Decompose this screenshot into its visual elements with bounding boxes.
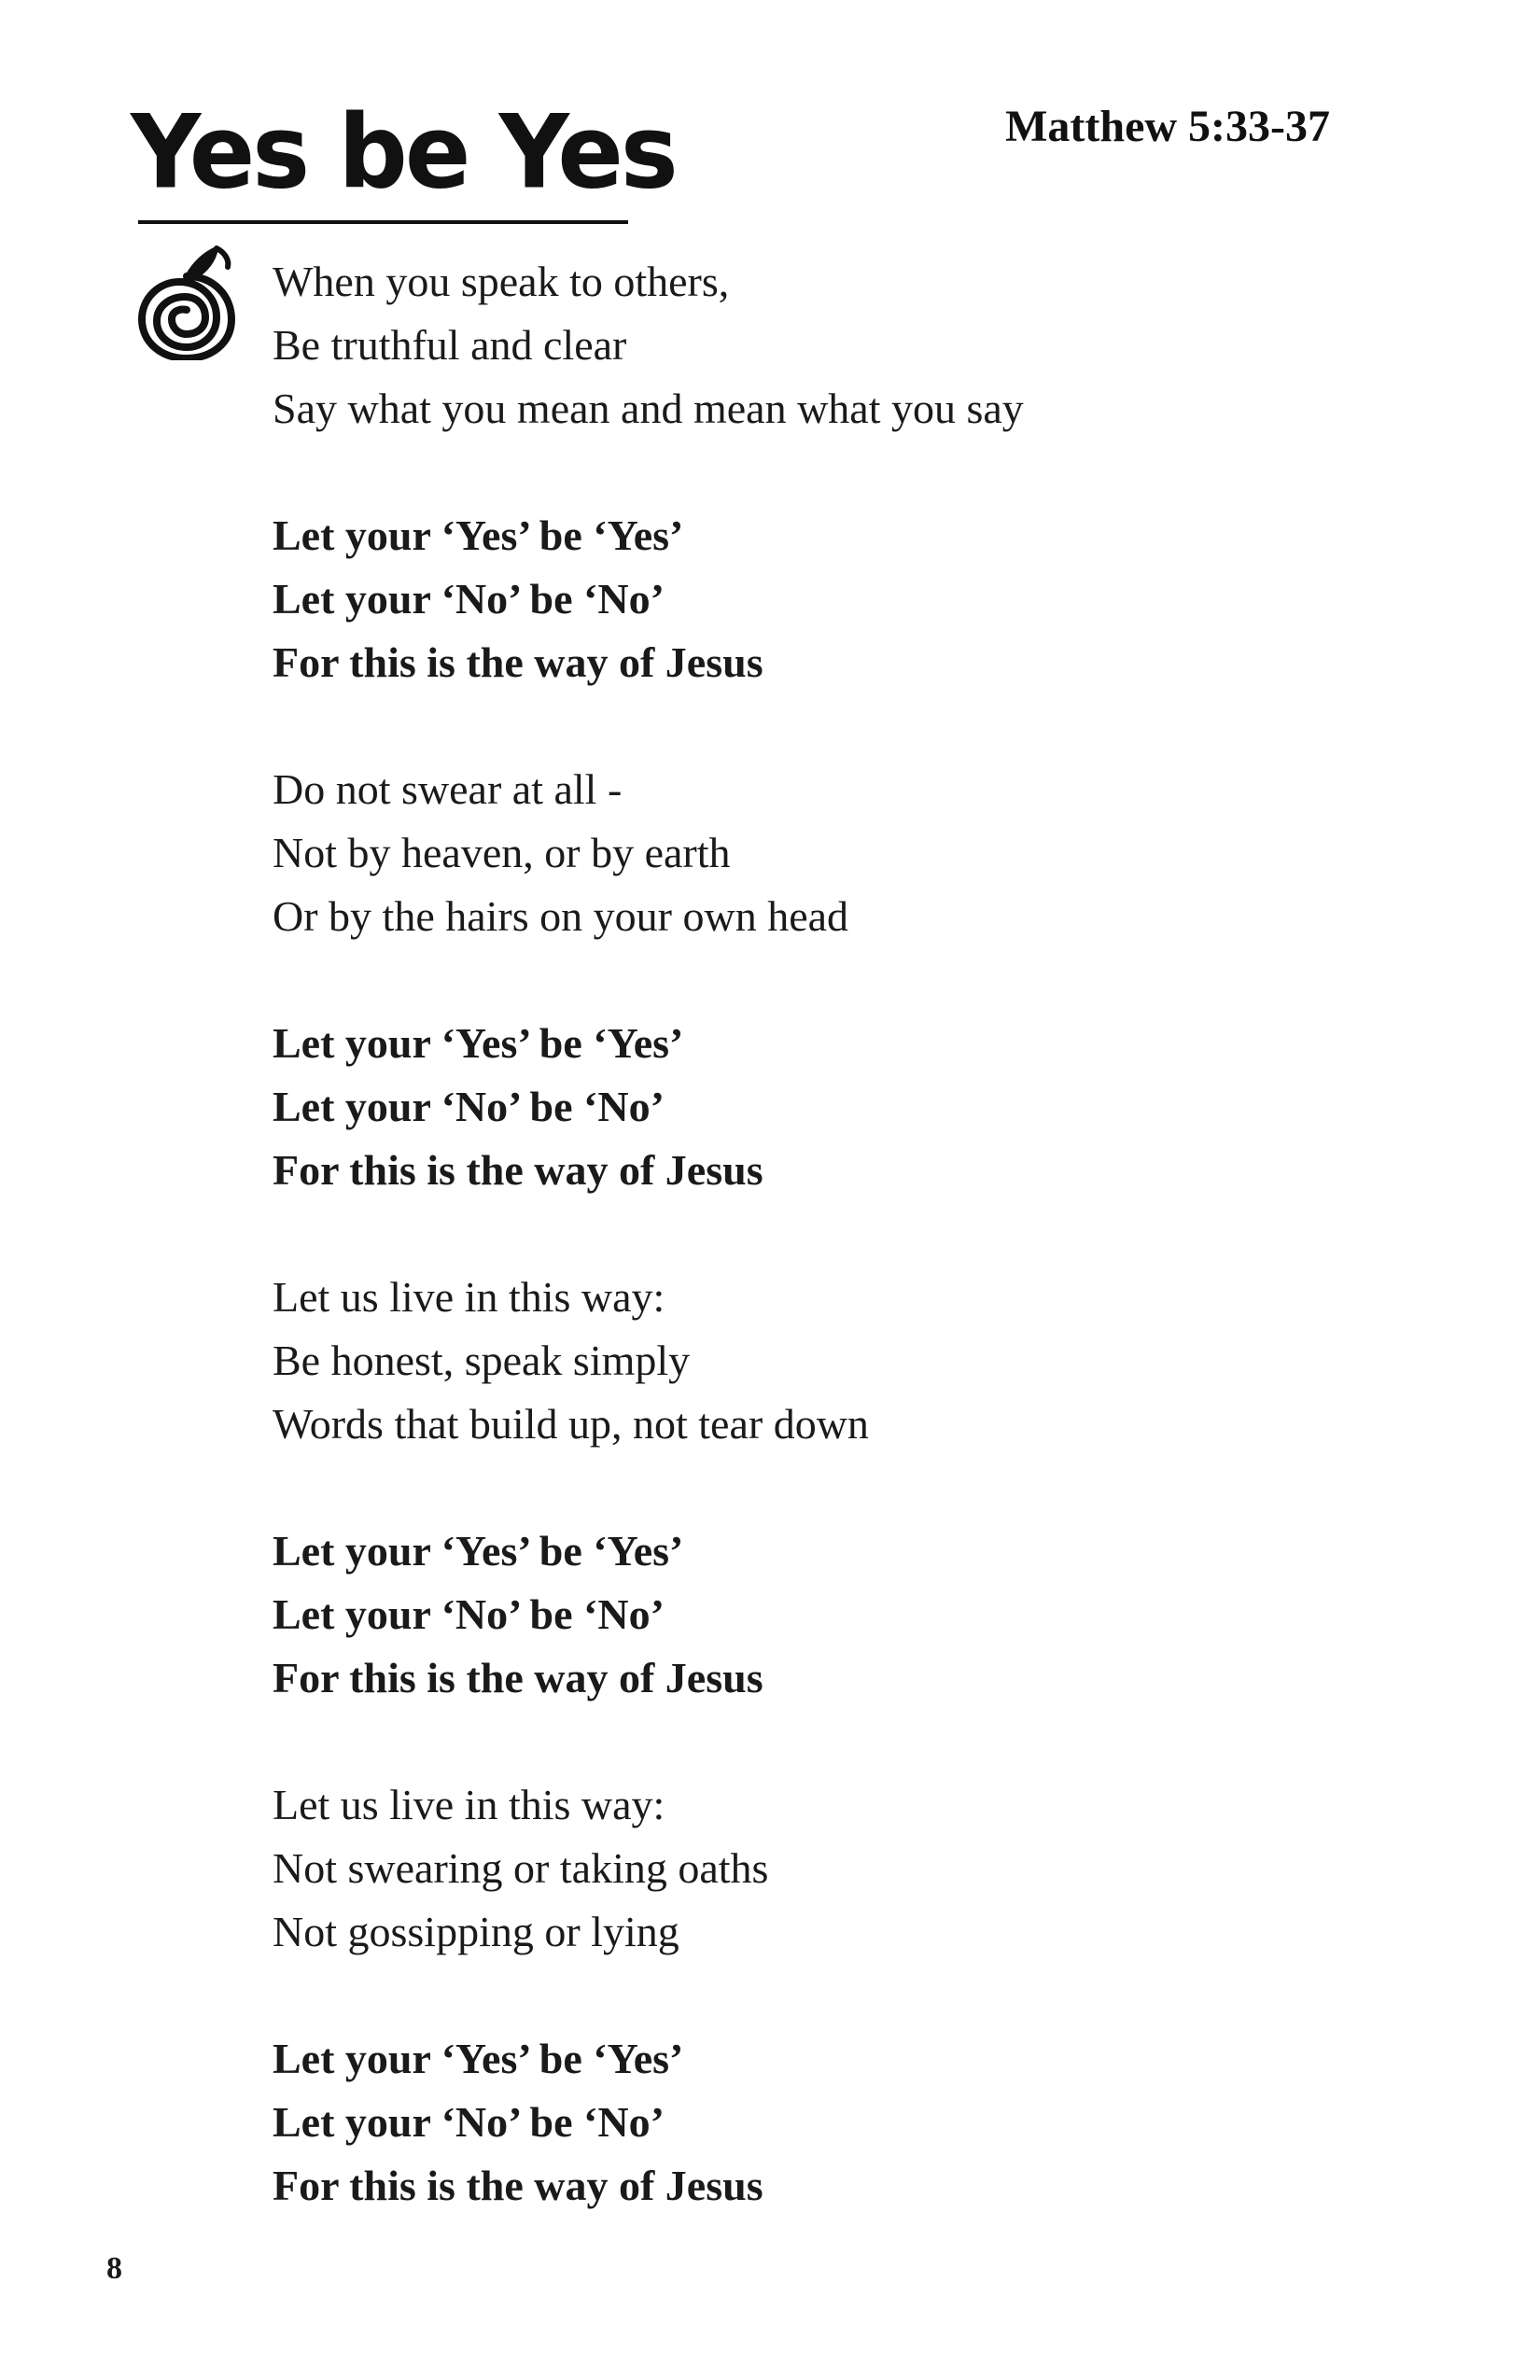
lyric-line: Be truthful and clear xyxy=(273,321,627,369)
chorus-stanza xyxy=(273,2027,1439,2218)
verse-stanza xyxy=(273,1266,1439,1456)
lyric-line: Be honest, speak simply xyxy=(273,1337,691,1384)
lyric-line: When you speak to others, xyxy=(273,258,730,305)
chorus-line: For this is the way of Jesus xyxy=(273,638,763,686)
chorus-line: For this is the way of Jesus xyxy=(273,1654,763,1701)
verse-stanza xyxy=(273,1773,1439,1964)
title-underline xyxy=(138,220,628,224)
page-number: 8 xyxy=(106,2251,122,2286)
chorus-line: Let your ‘No’ be ‘No’ xyxy=(273,1590,665,1638)
chorus-line: For this is the way of Jesus xyxy=(273,1146,763,1194)
page-title: Yes be Yes xyxy=(131,91,676,212)
lyric-line: Not by heaven, or by earth xyxy=(273,829,731,876)
spiral-icon xyxy=(138,239,235,360)
lyric-line: Let us live in this way: xyxy=(273,1273,665,1321)
lyric-line: Say what you mean and mean what you say xyxy=(273,385,1024,432)
chorus-line: Let your ‘Yes’ be ‘Yes’ xyxy=(273,1527,684,1575)
verse-stanza xyxy=(273,758,1439,948)
scripture-reference: Matthew 5:33-37 xyxy=(1005,102,1330,151)
lyric-line: Not swearing or taking oaths xyxy=(273,1844,769,1892)
chorus-stanza xyxy=(273,1012,1439,1202)
chorus-line: Let your ‘Yes’ be ‘Yes’ xyxy=(273,2035,684,2082)
lyric-line: Do not swear at all - xyxy=(273,765,623,813)
chorus-stanza xyxy=(273,1519,1439,1710)
lyric-line: Or by the hairs on your own head xyxy=(273,892,849,940)
lyric-line: Not gossipping or lying xyxy=(273,1908,679,1955)
verse-stanza xyxy=(273,250,1439,441)
chorus-line: For this is the way of Jesus xyxy=(273,2162,763,2209)
lyrics xyxy=(273,250,1439,2281)
chorus-line: Let your ‘Yes’ be ‘Yes’ xyxy=(273,511,684,559)
chorus-stanza xyxy=(273,504,1439,694)
chorus-line: Let your ‘Yes’ be ‘Yes’ xyxy=(273,1019,684,1067)
chorus-line: Let your ‘No’ be ‘No’ xyxy=(273,2098,665,2146)
chorus-line: Let your ‘No’ be ‘No’ xyxy=(273,1083,665,1130)
chorus-line: Let your ‘No’ be ‘No’ xyxy=(273,575,665,623)
lyric-line: Words that build up, not tear down xyxy=(273,1400,869,1448)
lyric-line: Let us live in this way: xyxy=(273,1781,665,1828)
